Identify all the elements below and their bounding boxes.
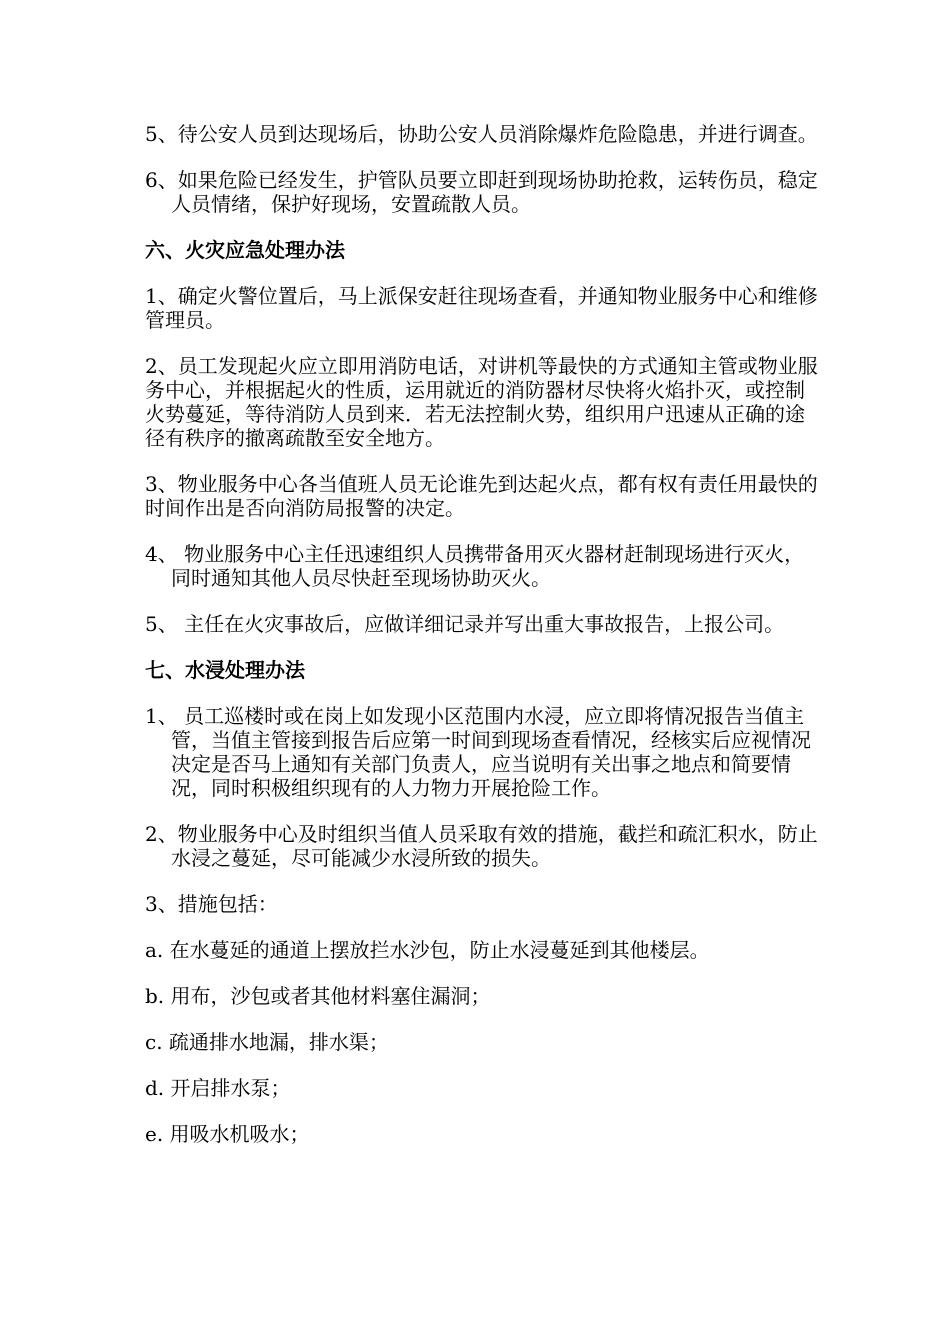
paragraph-item-6: 6、如果危险已经发生，护管队员要立即赶到现场协助抢救，运转伤员，稳定人员情绪，保护好现场，安置疏散人员。 [145, 168, 818, 216]
measure-b: b. 用布，沙包或者其他材料塞住漏洞； [145, 984, 491, 1008]
fire-item-1: 1、确定火警位置后，马上派保安赶往现场查看，并通知物业服务中心和维修管理员。 [145, 284, 818, 332]
fire-item-2: 2、员工发现起火应立即用消防电话，对讲机等最快的方式通知主管或物业服务中心，并根据起火的性质，运用就近的消防器材尽快将火焰扑灭，或控制火势蔓延，等待消防人员到来．若无法控制火势，组织用户迅速从正确的途径有秩序的撤离疏散至安全地方。 [145, 354, 818, 450]
flood-item-2: 2、物业服务中心及时组织当值人员采取有效的措施，截拦和疏汇积水，防止水浸之蔓延，尽可能减少水浸所致的损失。 [145, 822, 818, 870]
measure-e: e. 用吸水机吸水； [145, 1122, 310, 1146]
fire-item-3: 3、物业服务中心各当值班人员无论谁先到达起火点，都有权有责任用最快的时间作出是否向消防局报警的决定。 [145, 472, 818, 520]
flood-item-3: 3、措施包括： [145, 892, 278, 916]
measure-c: c. 疏通排水地漏，排水渠； [145, 1030, 389, 1054]
measure-a: a. 在水蔓延的通道上摆放拦水沙包，防止水浸蔓延到其他楼层。 [145, 938, 710, 962]
paragraph-item-5: 5、待公安人员到达现场后，协助公安人员消除爆炸危险隐患，并进行调查。 [145, 122, 818, 146]
document-page [145, 122, 820, 1168]
section-heading-fire: 六、火灾应急处理办法 [145, 238, 345, 262]
fire-item-4: 4、 物业服务中心主任迅速组织人员携带备用灭火器材赶制现场进行灭火，同时通知其他人员尽快赶至现场协助灭火。 [145, 542, 805, 590]
measure-d: d. 开启排水泵； [145, 1076, 291, 1100]
fire-item-5: 5、 主任在火灾事故后，应做详细记录并写出重大事故报告，上报公司。 [145, 612, 785, 636]
section-heading-flood: 七、水浸处理办法 [145, 658, 305, 682]
flood-item-1: 1、 员工巡楼时或在岗上如发现小区范围内水浸，应立即将情况报告当值主管，当值主管接到报告后应第一时间到现场查看情况，经核实后应视情况决定是否马上通知有关部门负责人，应当说明有关出事之地点和简要情况，同时积极组织现有的人力物力开展抢险工作。 [145, 704, 811, 800]
